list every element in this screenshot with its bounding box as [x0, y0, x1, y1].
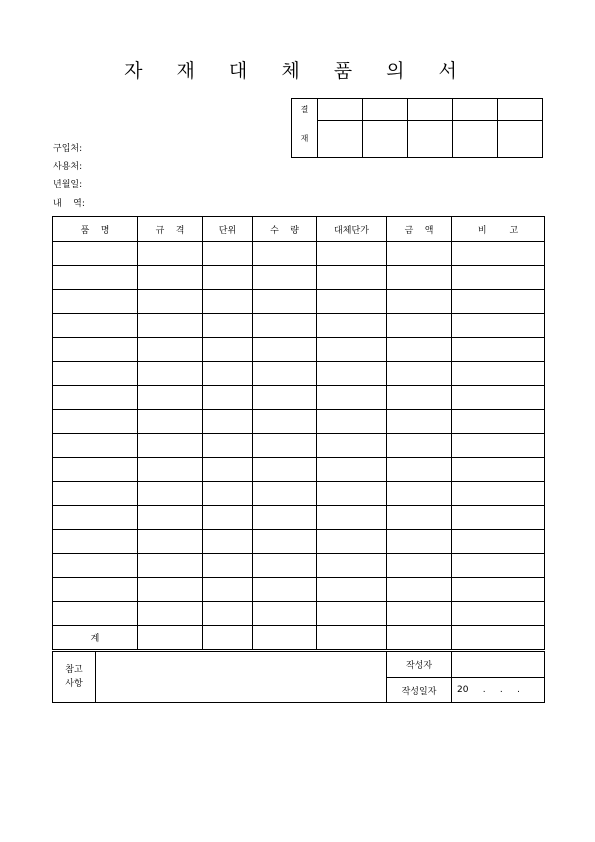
header-item-name: 품 명	[53, 217, 138, 242]
approval-sign[interactable]	[408, 121, 453, 158]
table-cell[interactable]	[452, 386, 545, 410]
date-field[interactable]: 20 . . .	[452, 678, 545, 703]
table-cell[interactable]	[53, 530, 138, 554]
table-cell[interactable]	[387, 530, 452, 554]
table-cell[interactable]	[138, 602, 203, 626]
table-row	[53, 242, 545, 266]
table-cell[interactable]	[253, 410, 317, 434]
table-cell[interactable]	[253, 458, 317, 482]
table-cell[interactable]	[138, 242, 203, 266]
approval-sign[interactable]	[498, 121, 543, 158]
table-cell[interactable]	[253, 530, 317, 554]
table-cell[interactable]	[53, 578, 138, 602]
table-cell[interactable]	[53, 602, 138, 626]
table-cell[interactable]	[387, 482, 452, 506]
table-cell[interactable]	[387, 338, 452, 362]
table-cell[interactable]	[253, 554, 317, 578]
info-date-label: 년월일:	[53, 180, 83, 190]
table-cell[interactable]	[387, 290, 452, 314]
approval-sign[interactable]	[453, 121, 498, 158]
table-row	[53, 554, 545, 578]
table-cell[interactable]	[53, 506, 138, 530]
approval-sign[interactable]	[363, 121, 408, 158]
date-label: 작성일자	[387, 678, 452, 703]
author-label: 작성자	[387, 652, 452, 678]
table-cell[interactable]	[138, 410, 203, 434]
table-cell[interactable]	[203, 530, 253, 554]
info-detail-label: 내 역:	[53, 199, 85, 209]
table-cell[interactable]	[138, 506, 203, 530]
table-cell[interactable]	[317, 242, 387, 266]
table-cell[interactable]	[452, 506, 545, 530]
table-row	[53, 578, 545, 602]
table-cell[interactable]	[317, 410, 387, 434]
table-cell[interactable]	[387, 554, 452, 578]
table-cell[interactable]	[317, 434, 387, 458]
table-cell[interactable]	[203, 266, 253, 290]
approval-slot[interactable]	[363, 99, 408, 121]
table-cell[interactable]	[253, 602, 317, 626]
table-cell[interactable]	[203, 578, 253, 602]
table-cell[interactable]	[53, 338, 138, 362]
table-row	[53, 530, 545, 554]
table-cell[interactable]	[253, 362, 317, 386]
table-cell[interactable]	[138, 338, 203, 362]
approval-sign[interactable]	[318, 121, 363, 158]
table-cell[interactable]	[203, 482, 253, 506]
table-cell[interactable]	[138, 362, 203, 386]
table-cell[interactable]	[317, 506, 387, 530]
table-cell[interactable]	[253, 266, 317, 290]
table-cell[interactable]	[203, 602, 253, 626]
remarks-field[interactable]	[96, 652, 387, 703]
table-cell[interactable]	[53, 362, 138, 386]
table-cell[interactable]	[253, 482, 317, 506]
table-cell[interactable]	[387, 578, 452, 602]
table-cell[interactable]	[317, 314, 387, 338]
table-cell[interactable]	[387, 458, 452, 482]
remarks-label: 참고 사항	[53, 652, 96, 703]
table-cell[interactable]	[317, 554, 387, 578]
table-cell[interactable]	[203, 506, 253, 530]
table-row	[53, 482, 545, 506]
table-cell[interactable]	[138, 530, 203, 554]
table-cell[interactable]	[53, 554, 138, 578]
table-cell[interactable]	[452, 458, 545, 482]
approval-slot[interactable]	[453, 99, 498, 121]
table-cell[interactable]	[203, 290, 253, 314]
table-cell[interactable]	[53, 410, 138, 434]
table-cell[interactable]	[317, 482, 387, 506]
table-row	[53, 506, 545, 530]
total-cell[interactable]	[203, 626, 253, 650]
table-cell[interactable]	[452, 434, 545, 458]
table-cell[interactable]	[53, 482, 138, 506]
table-cell[interactable]	[53, 314, 138, 338]
header-substitute-price: 대체단가	[317, 217, 387, 242]
approval-box	[291, 98, 543, 158]
table-cell[interactable]	[452, 290, 545, 314]
table-cell[interactable]	[253, 506, 317, 530]
table-cell[interactable]	[317, 290, 387, 314]
approval-slot[interactable]	[318, 99, 363, 121]
table-row	[53, 362, 545, 386]
table-cell[interactable]	[387, 266, 452, 290]
total-cell[interactable]	[138, 626, 203, 650]
table-row	[53, 434, 545, 458]
table-cell[interactable]	[317, 386, 387, 410]
info-usage-label: 사용처:	[53, 162, 83, 172]
table-cell[interactable]	[317, 338, 387, 362]
approval-label-bottom: 재	[292, 121, 318, 158]
table-cell[interactable]	[203, 338, 253, 362]
table-cell[interactable]	[253, 578, 317, 602]
table-cell[interactable]	[253, 434, 317, 458]
table-cell[interactable]	[387, 314, 452, 338]
table-cell[interactable]	[387, 242, 452, 266]
table-cell[interactable]	[53, 266, 138, 290]
total-cell[interactable]	[452, 626, 545, 650]
table-cell[interactable]	[138, 266, 203, 290]
table-cell[interactable]	[452, 602, 545, 626]
table-row	[53, 410, 545, 434]
table-cell[interactable]	[203, 410, 253, 434]
table-cell[interactable]	[138, 554, 203, 578]
table-cell[interactable]	[452, 338, 545, 362]
table-cell[interactable]	[387, 386, 452, 410]
total-cell[interactable]	[317, 626, 387, 650]
table-cell[interactable]	[452, 410, 545, 434]
table-cell[interactable]	[203, 314, 253, 338]
items-table	[52, 216, 545, 650]
header-quantity: 수 량	[253, 217, 317, 242]
table-cell[interactable]	[53, 458, 138, 482]
table-cell[interactable]	[452, 578, 545, 602]
table-row	[53, 290, 545, 314]
table-cell[interactable]	[253, 290, 317, 314]
info-purchase-label: 구입처:	[53, 144, 83, 154]
table-cell[interactable]	[203, 386, 253, 410]
footer-table	[52, 651, 545, 703]
approval-slot[interactable]	[498, 99, 543, 121]
table-cell[interactable]	[203, 554, 253, 578]
table-cell[interactable]	[253, 386, 317, 410]
table-row	[53, 458, 545, 482]
header-spec: 규 격	[138, 217, 203, 242]
table-cell[interactable]	[203, 434, 253, 458]
header-unit: 단위	[203, 217, 253, 242]
table-row	[53, 266, 545, 290]
table-cell[interactable]	[452, 314, 545, 338]
table-cell[interactable]	[53, 242, 138, 266]
total-label: 계	[53, 626, 138, 650]
table-cell[interactable]	[53, 386, 138, 410]
table-cell[interactable]	[53, 290, 138, 314]
table-cell[interactable]	[387, 362, 452, 386]
total-row	[53, 626, 545, 650]
table-cell[interactable]	[387, 410, 452, 434]
table-cell[interactable]	[317, 530, 387, 554]
table-row	[53, 602, 545, 626]
table-row	[53, 386, 545, 410]
table-cell[interactable]	[203, 242, 253, 266]
table-cell[interactable]	[452, 266, 545, 290]
table-row	[53, 314, 545, 338]
table-cell[interactable]	[387, 602, 452, 626]
table-cell[interactable]	[203, 458, 253, 482]
table-cell[interactable]	[452, 242, 545, 266]
author-field[interactable]	[452, 652, 545, 678]
table-cell[interactable]	[317, 362, 387, 386]
table-cell[interactable]	[253, 242, 317, 266]
table-header-row	[53, 217, 545, 242]
table-cell[interactable]	[138, 314, 203, 338]
table-cell[interactable]	[317, 458, 387, 482]
table-cell[interactable]	[253, 314, 317, 338]
total-cell[interactable]	[253, 626, 317, 650]
approval-slot[interactable]	[408, 99, 453, 121]
table-cell[interactable]	[138, 386, 203, 410]
document-title: 자 재 대 체 품 의 서	[124, 60, 471, 82]
table-cell[interactable]	[138, 482, 203, 506]
table-cell[interactable]	[253, 338, 317, 362]
table-cell[interactable]	[452, 554, 545, 578]
table-cell[interactable]	[387, 434, 452, 458]
table-cell[interactable]	[317, 602, 387, 626]
table-cell[interactable]	[452, 530, 545, 554]
table-cell[interactable]	[317, 266, 387, 290]
table-row	[53, 338, 545, 362]
table-cell[interactable]	[452, 362, 545, 386]
table-cell[interactable]	[138, 458, 203, 482]
header-amount: 금 액	[387, 217, 452, 242]
header-remarks: 비 고	[452, 217, 545, 242]
total-cell[interactable]	[387, 626, 452, 650]
table-cell[interactable]	[138, 578, 203, 602]
table-cell[interactable]	[387, 506, 452, 530]
approval-label-top: 결	[292, 99, 318, 121]
table-cell[interactable]	[452, 482, 545, 506]
table-cell[interactable]	[317, 578, 387, 602]
table-cell[interactable]	[138, 434, 203, 458]
table-cell[interactable]	[203, 362, 253, 386]
table-cell[interactable]	[138, 290, 203, 314]
table-cell[interactable]	[53, 434, 138, 458]
